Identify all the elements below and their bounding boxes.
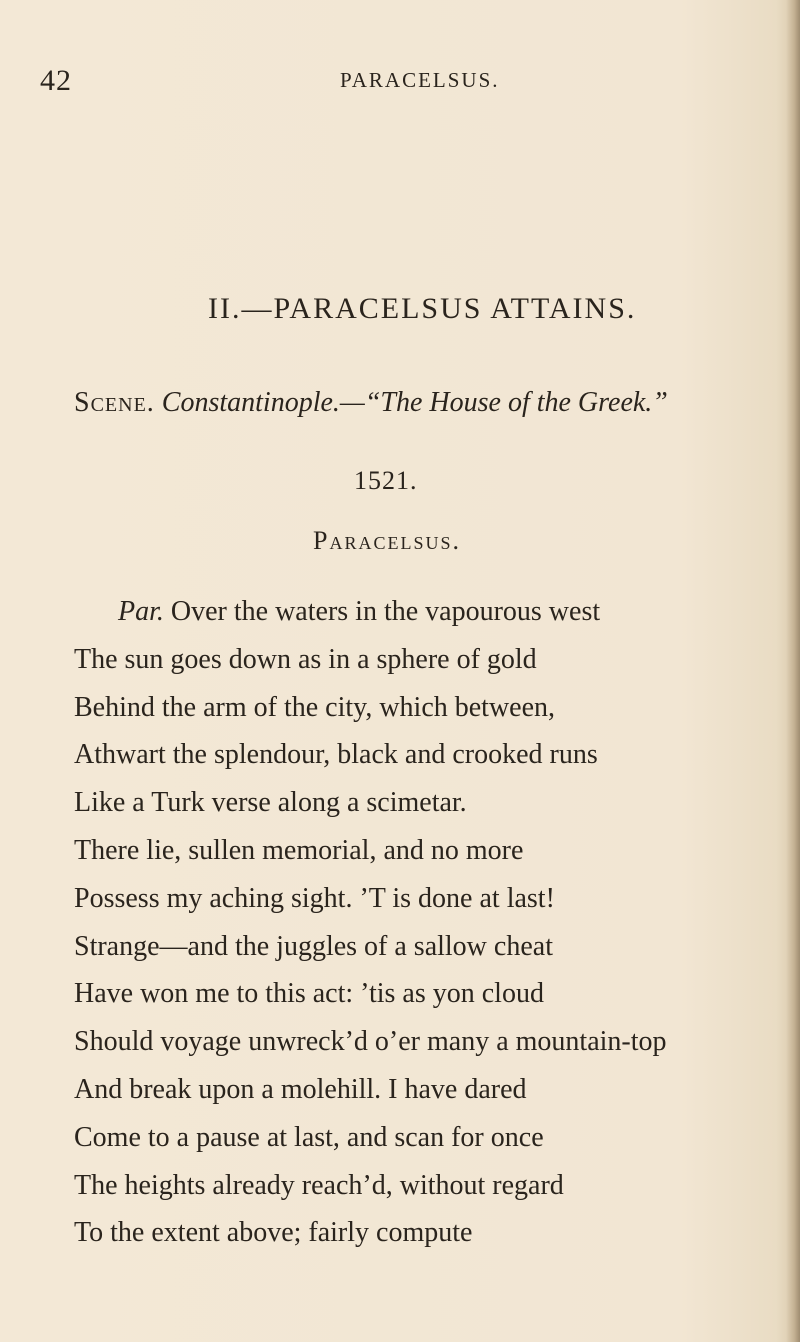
verse-line: There lie, sullen memorial, and no more [74, 834, 524, 866]
verse-line: To the extent above; fairly compute [74, 1217, 473, 1249]
verse-block [74, 588, 667, 1257]
scene-dash: — [339, 387, 365, 418]
verse-line: Have won me to this act: ’tis as yon cloud [74, 978, 544, 1010]
section-title: II.—PARACELSUS ATTAINS. [208, 292, 637, 325]
scene-year: 1521. [354, 466, 418, 495]
verse-first-line-text: Over the waters in the vapourous west [163, 596, 601, 627]
verse-line: Possess my aching sight. ’T is done at last! [74, 882, 555, 914]
verse-line: The sun goes down as in a sphere of gold [74, 643, 537, 675]
verse-line: Athwart the splendour, black and crooked runs [74, 739, 598, 771]
scene-place: Constantinople. [161, 387, 340, 418]
verse-line: The heights already reach’d, without regard [74, 1169, 564, 1201]
verse-line: Strange—and the juggles of a sallow cheat [74, 930, 553, 962]
verse-line: And break upon a molehill. I have dared [74, 1073, 527, 1105]
page-number: 42 [40, 64, 72, 97]
verse-line: Should voyage unwreck’d o’er many a mountain-top [74, 1026, 667, 1058]
scene-house: “The House of the Greek.” [364, 387, 668, 418]
verse-line: Like a Turk verse along a scimetar. [74, 787, 467, 819]
scene-label: Scene. [74, 387, 155, 418]
running-head: PARACELSUS. [340, 68, 500, 92]
verse-line: Come to a pause at last, and scan for once [74, 1121, 544, 1153]
scene-line [74, 387, 668, 419]
verse-line [74, 588, 667, 636]
speaker-name: Par. [118, 596, 164, 627]
page-edge-shadow [786, 0, 800, 1342]
dramatis-persona: Paracelsus. [313, 526, 461, 555]
verse-line: Behind the arm of the city, which between, [74, 691, 556, 723]
